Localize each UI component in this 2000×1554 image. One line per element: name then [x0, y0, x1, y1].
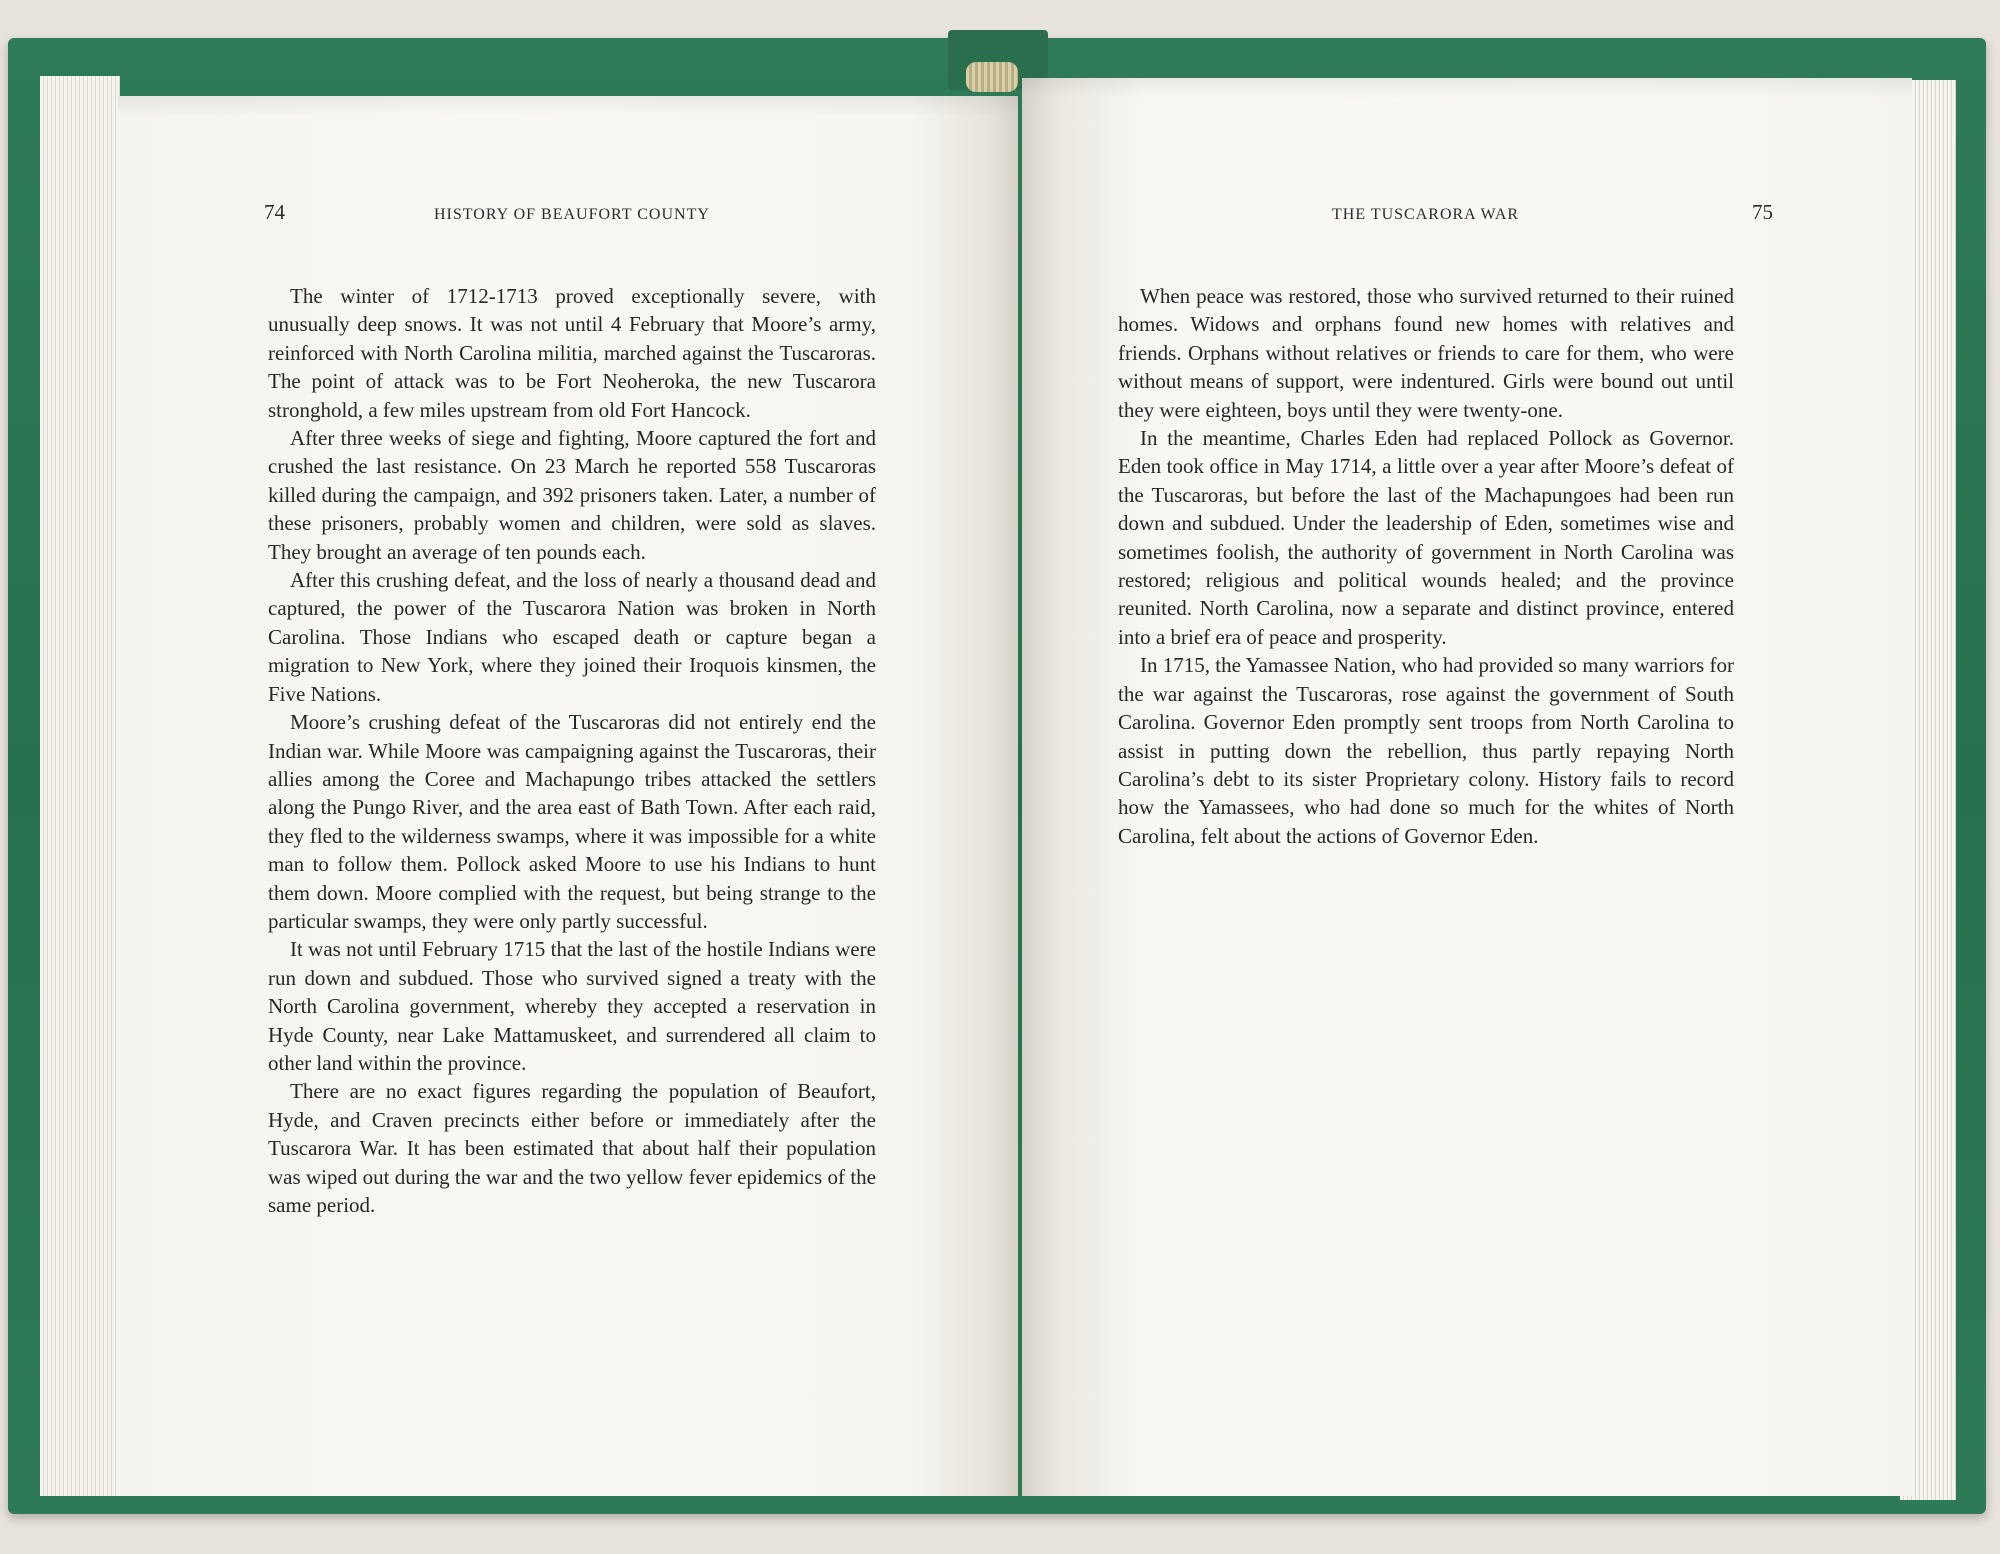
paragraph: It was not until February 1715 that the last of the hostile Indians were run down and subdued. Those who survived signed a treaty with the North Carolina government, whereby they accepted a reservation in Hyde County, near Lake Mattamuskeet, and surrendered all claim to other land within the province. — [268, 937, 876, 1075]
headband — [966, 62, 1018, 92]
page-shadow — [1022, 78, 1912, 98]
paragraph: There are no exact figures regarding the population of Beaufort, Hyde, and Craven precincts either before or immediately after the Tuscarora War. It has been estimated that about half their population was wiped out during the war and the two yellow fever epidemics of the same period. — [268, 1079, 876, 1217]
paragraph: In 1715, the Yamassee Nation, who had provided so many warriors for the war against the Tuscaroras, rose against the government of South Carolina. Governor Eden promptly sent troops from North Carolina to assist in putting down the rebellion, thus partly repaying North Carolina’s debt to its sister Proprietary colony. History fails to record how the Yamassees, who had done so much for the whites of North Carolina, felt about the actions of Governor Eden. — [1118, 653, 1734, 848]
paragraph: Moore’s crushing defeat of the Tuscaroras did not entirely end the Indian war. While Moore was campaigning against the Tuscaroras, their allies among the Coree and Machapungo tribes attacked the settlers along the Pungo River, and the area east of Bath Town. After each raid, they fled to the wilderness swamps, where it was impossible for a white man to follow them. Pollock asked Moore to use his Indians to hunt them down. Moore complied with the request, but being strange to the particular swamps, they were only partly successful. — [268, 710, 876, 933]
right-body-text — [1118, 282, 1734, 850]
paragraph: When peace was restored, those who survived returned to their ruined homes. Widows and orphans found new homes with relatives and friends. Orphans without relatives or friends to care for them, who were without means of support, were indentured. Girls were bound out until they were eighteen, boys until they were twenty-one. — [1118, 284, 1734, 422]
left-page — [118, 96, 1018, 1496]
left-running-head: HISTORY OF BEAUFORT COUNTY — [434, 206, 710, 223]
paragraph: The winter of 1712-1713 proved exceptionally severe, with unusually deep snows. It was not until 4 February that Moore’s army, reinforced with North Carolina militia, marched against the Tuscaroras. The point of attack was to be Fort Neoheroka, the new Tuscarora stronghold, a few miles upstream from old Fort Hancock. — [268, 284, 876, 422]
page-edges-left — [40, 76, 120, 1496]
paragraph: In the meantime, Charles Eden had replaced Pollock as Governor. Eden took office in May 1714, a little over a year after Moore’s defeat of the Tuscaroras, but before the last of the Machapungoes had been run down and subdued. Under the leadership of Eden, sometimes wise and sometimes foolish, the authority of government in North Carolina was restored; religious and political wounds healed; and the province reunited. North Carolina, now a separate and distinct province, entered into a brief era of peace and prosperity. — [1118, 426, 1734, 649]
left-page-number: 74 — [264, 200, 285, 224]
left-body-text — [268, 282, 876, 1219]
paragraph: After this crushing defeat, and the loss of nearly a thousand dead and captured, the power of the Tuscarora Nation was broken in North Carolina. Those Indians who escaped death or capture began a migration to New York, where they joined their Iroquois kinsmen, the Five Nations. — [268, 568, 876, 706]
paragraph: After three weeks of siege and fighting, Moore captured the fort and crushed the last resistance. On 23 March he reported 558 Tuscaroras killed during the campaign, and 392 prisoners taken. Later, a number of these prisoners, probably women and children, were sold as slaves. They brought an average of ten pounds each. — [268, 426, 876, 564]
page-shadow — [118, 96, 1018, 116]
right-running-head: THE TUSCARORA WAR — [1332, 206, 1520, 223]
right-page-number: 75 — [1752, 200, 1773, 224]
right-page — [1022, 78, 1912, 1496]
